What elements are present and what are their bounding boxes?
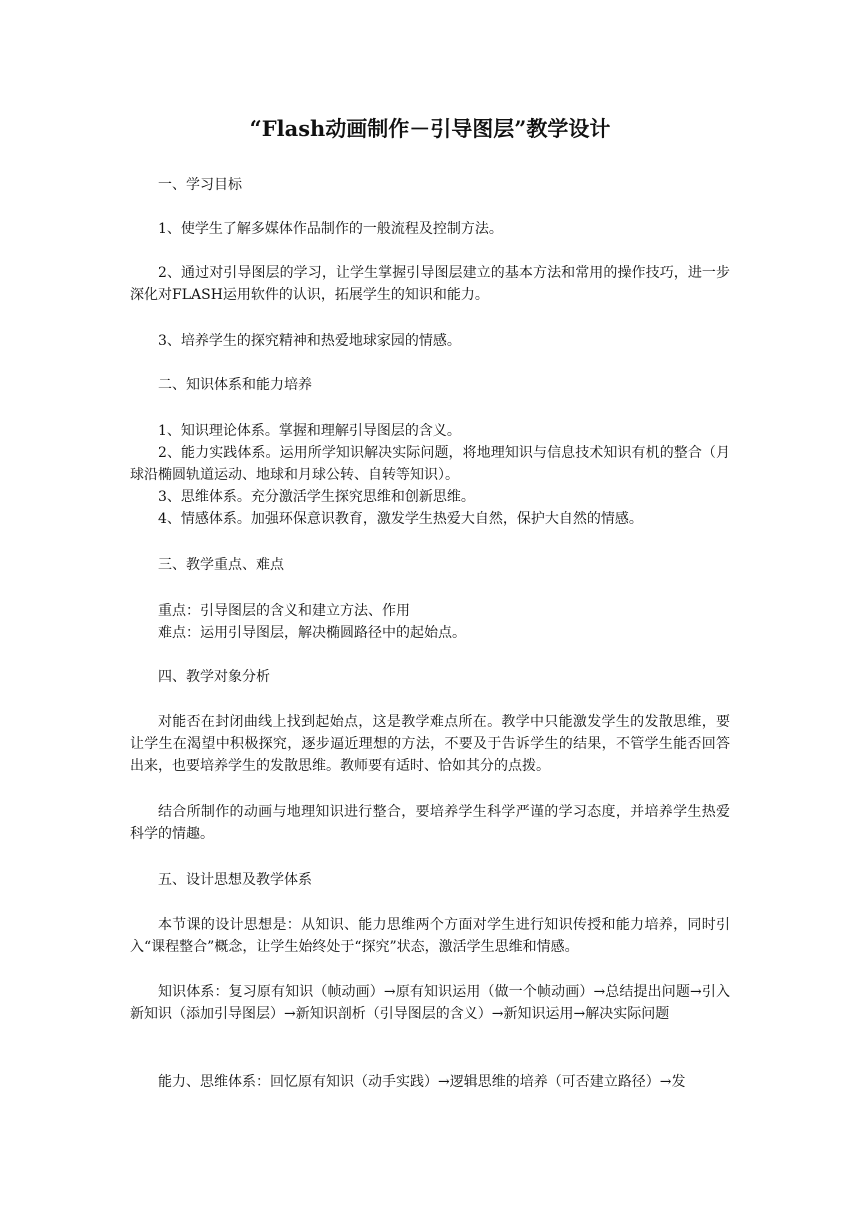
paragraph-goal-3: 3、培养学生的探究精神和热爱地球家园的情感。: [158, 333, 461, 349]
section-heading-student-analysis: 四、教学对象分析: [158, 669, 270, 685]
paragraph-key-point: 重点：引导图层的含义和建立方法、作用: [158, 603, 410, 619]
section-heading-key-points: 三、教学重点、难点: [158, 557, 284, 573]
paragraph-design-idea: 本节课的设计思想是：从知识、能力思维两个方面对学生进行知识传授和能力培养，同时引入“课程整合”概念，让学生始终处于“探究”状态，激活学生思维和情感。: [130, 917, 730, 955]
paragraph-emotion-system: 4、情感体系。加强环保意识教育，激发学生热爱大自然，保护大自然的情感。: [158, 511, 643, 527]
paragraph-knowledge-flow: 知识体系：复习原有知识（帧动画）→原有知识运用（做一个帧动画）→总结提出问题→引入新知识（添加引导图层）→新知识剖析（引导图层的含义）→新知识运用→解决实际问题: [130, 984, 730, 1022]
paragraph-goal-2: 2、通过对引导图层的学习，让学生掌握引导图层建立的基本方法和常用的操作技巧，进一步深化对FLASH运用软件的认识，拓展学生的知识和能力。: [130, 265, 730, 303]
paragraph-student-analysis-2: 结合所制作的动画与地理知识进行整合，要培养学生科学严谨的学习态度，并培养学生热爱科学的情趣。: [130, 804, 730, 842]
document-title: “Flash动画制作－引导图层”教学设计: [249, 116, 611, 141]
paragraph-student-analysis-1: 对能否在封闭曲线上找到起始点，这是教学难点所在。教学中只能激发学生的发散思维，要让学生在渴望中积极探究，逐步逼近理想的方法，不要及于告诉学生的结果，不管学生能否回答出来，也要培养学生的发散思维。教师要有适时、恰如其分的点拨。: [130, 714, 730, 774]
section-heading-learning-goals: 一、学习目标: [158, 177, 242, 193]
paragraph-thinking-system: 3、思维体系。充分激活学生探究思维和创新思维。: [158, 489, 475, 505]
paragraph-difficult-point: 难点：运用引导图层，解决椭圆路径中的起始点。: [158, 625, 466, 641]
paragraph-practice-system: 2、能力实践体系。运用所学知识解决实际问题，将地理知识与信息技术知识有机的整合（月球沿椭圆轨道运动、地球和月球公转、自转等知识）。: [130, 445, 730, 483]
section-heading-design-ideas: 五、设计思想及教学体系: [158, 872, 312, 888]
paragraph-theory-system: 1、知识理论体系。掌握和理解引导图层的含义。: [158, 423, 461, 439]
section-heading-knowledge-ability: 二、知识体系和能力培养: [158, 377, 312, 393]
paragraph-goal-1: 1、使学生了解多媒体作品制作的一般流程及控制方法。: [158, 221, 503, 237]
paragraph-ability-flow: 能力、思维体系：回忆原有知识（动手实践）→逻辑思维的培养（可否建立路径）→发: [158, 1074, 686, 1090]
